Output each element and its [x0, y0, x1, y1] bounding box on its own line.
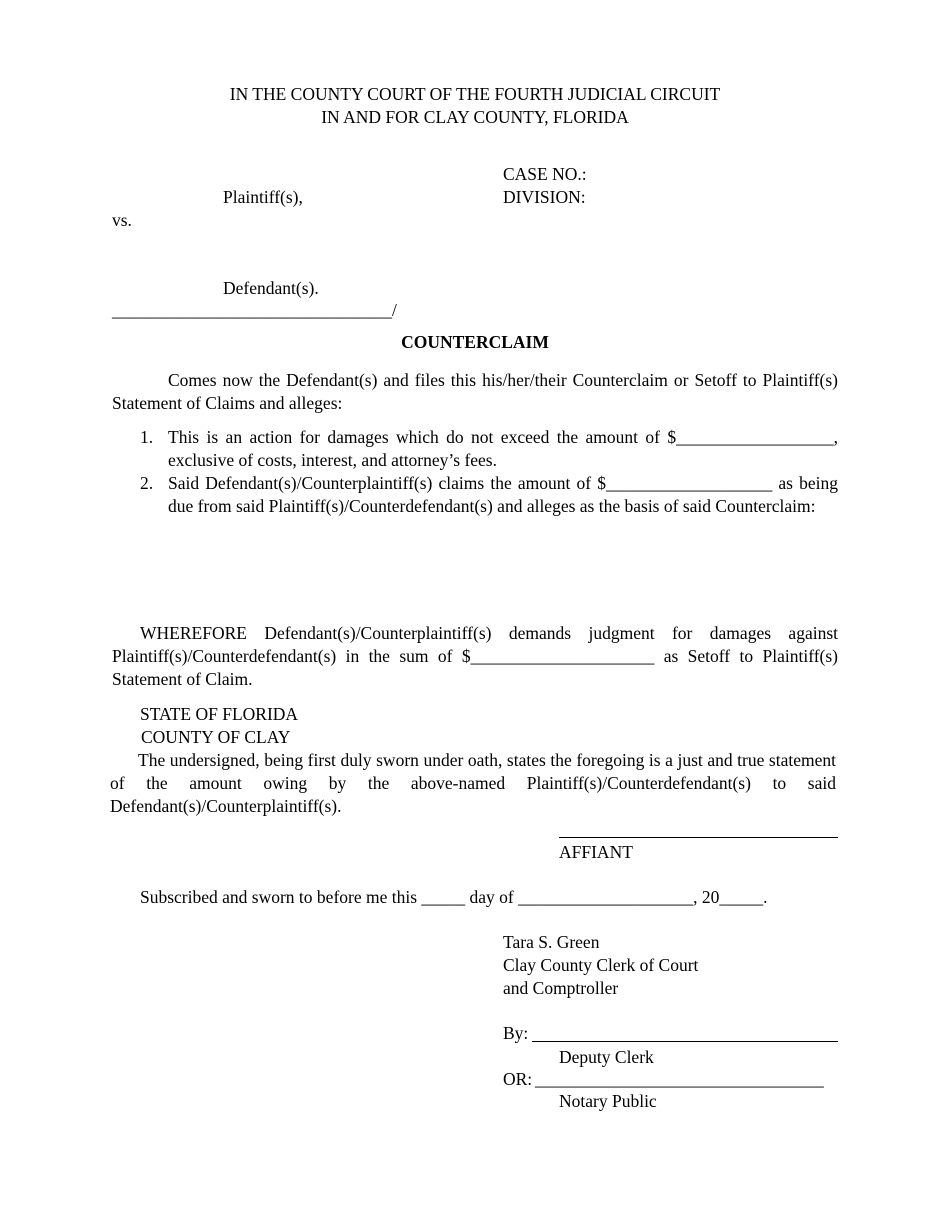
clerk-title-line1: Clay County Clerk of Court	[503, 955, 699, 975]
allegation-number: 1.	[140, 427, 154, 447]
clerk-name: Tara S. Green	[503, 932, 600, 952]
caption-rule: ________________________________/	[112, 300, 397, 320]
affiant-signature-line	[559, 837, 838, 838]
or-label: OR:	[503, 1069, 533, 1089]
deputy-clerk-label: Deputy Clerk	[559, 1047, 654, 1067]
deputy-clerk-signature-line	[532, 1041, 838, 1042]
court-name-line1: IN THE COUNTY COURT OF THE FOURTH JUDICIAL CIRCUIT	[229, 84, 721, 104]
notary-public-label: Notary Public	[559, 1091, 657, 1111]
oath-paragraph: The undersigned, being first duly sworn under oath, states the foregoing is a just and true statement of the amount owing by the above-named Plaintiff(s)/Counterdefendant(s) to said Defendant(s)/Counterplaintiff(s).	[110, 750, 836, 816]
allegation-number: 2.	[140, 473, 154, 493]
versus-label: vs.	[112, 210, 132, 230]
venue-state: STATE OF FLORIDA	[140, 704, 299, 724]
court-name-line2: IN AND FOR CLAY COUNTY, FLORIDA	[321, 107, 629, 127]
document-title: COUNTERCLAIM	[401, 332, 549, 352]
allegation-text: This is an action for damages which do not exceed the amount of $__________________, exclusive of costs, interest, and attorney’s fees.	[168, 427, 838, 470]
division-label: DIVISION:	[503, 187, 586, 207]
wherefore-paragraph: WHEREFORE Defendant(s)/Counterplaintiff(s) demands judgment for damages against Plaintiff(s)/Counterdefendant(s) in the sum of $_____________________ as Setoff to Plaintiff(s) Statement of Claim.	[112, 623, 838, 689]
by-label: By:	[503, 1023, 529, 1043]
allegation-text: Said Defendant(s)/Counterplaintiff(s) claims the amount of $___________________ as being due from said Plaintiff(s)/Counterdefendant(s) and alleges as the basis of said Counterclaim:	[168, 473, 838, 516]
defendant-label: Defendant(s).	[223, 278, 319, 298]
intro-paragraph: Comes now the Defendant(s) and files this his/her/their Counterclaim or Setoff to Plaintiff(s) Statement of Claims and alleges:	[112, 370, 838, 413]
plaintiff-label: Plaintiff(s),	[223, 187, 303, 207]
affiant-label: AFFIANT	[559, 842, 633, 862]
notary-signature-blank: _________________________________	[535, 1069, 824, 1089]
case-number-label: CASE NO.:	[503, 164, 587, 184]
venue-county: COUNTY OF CLAY	[141, 727, 291, 747]
clerk-title-line2: and Comptroller	[503, 978, 619, 998]
jurat-line: Subscribed and sworn to before me this _____ day of ____________________, 20_____.	[140, 887, 768, 907]
